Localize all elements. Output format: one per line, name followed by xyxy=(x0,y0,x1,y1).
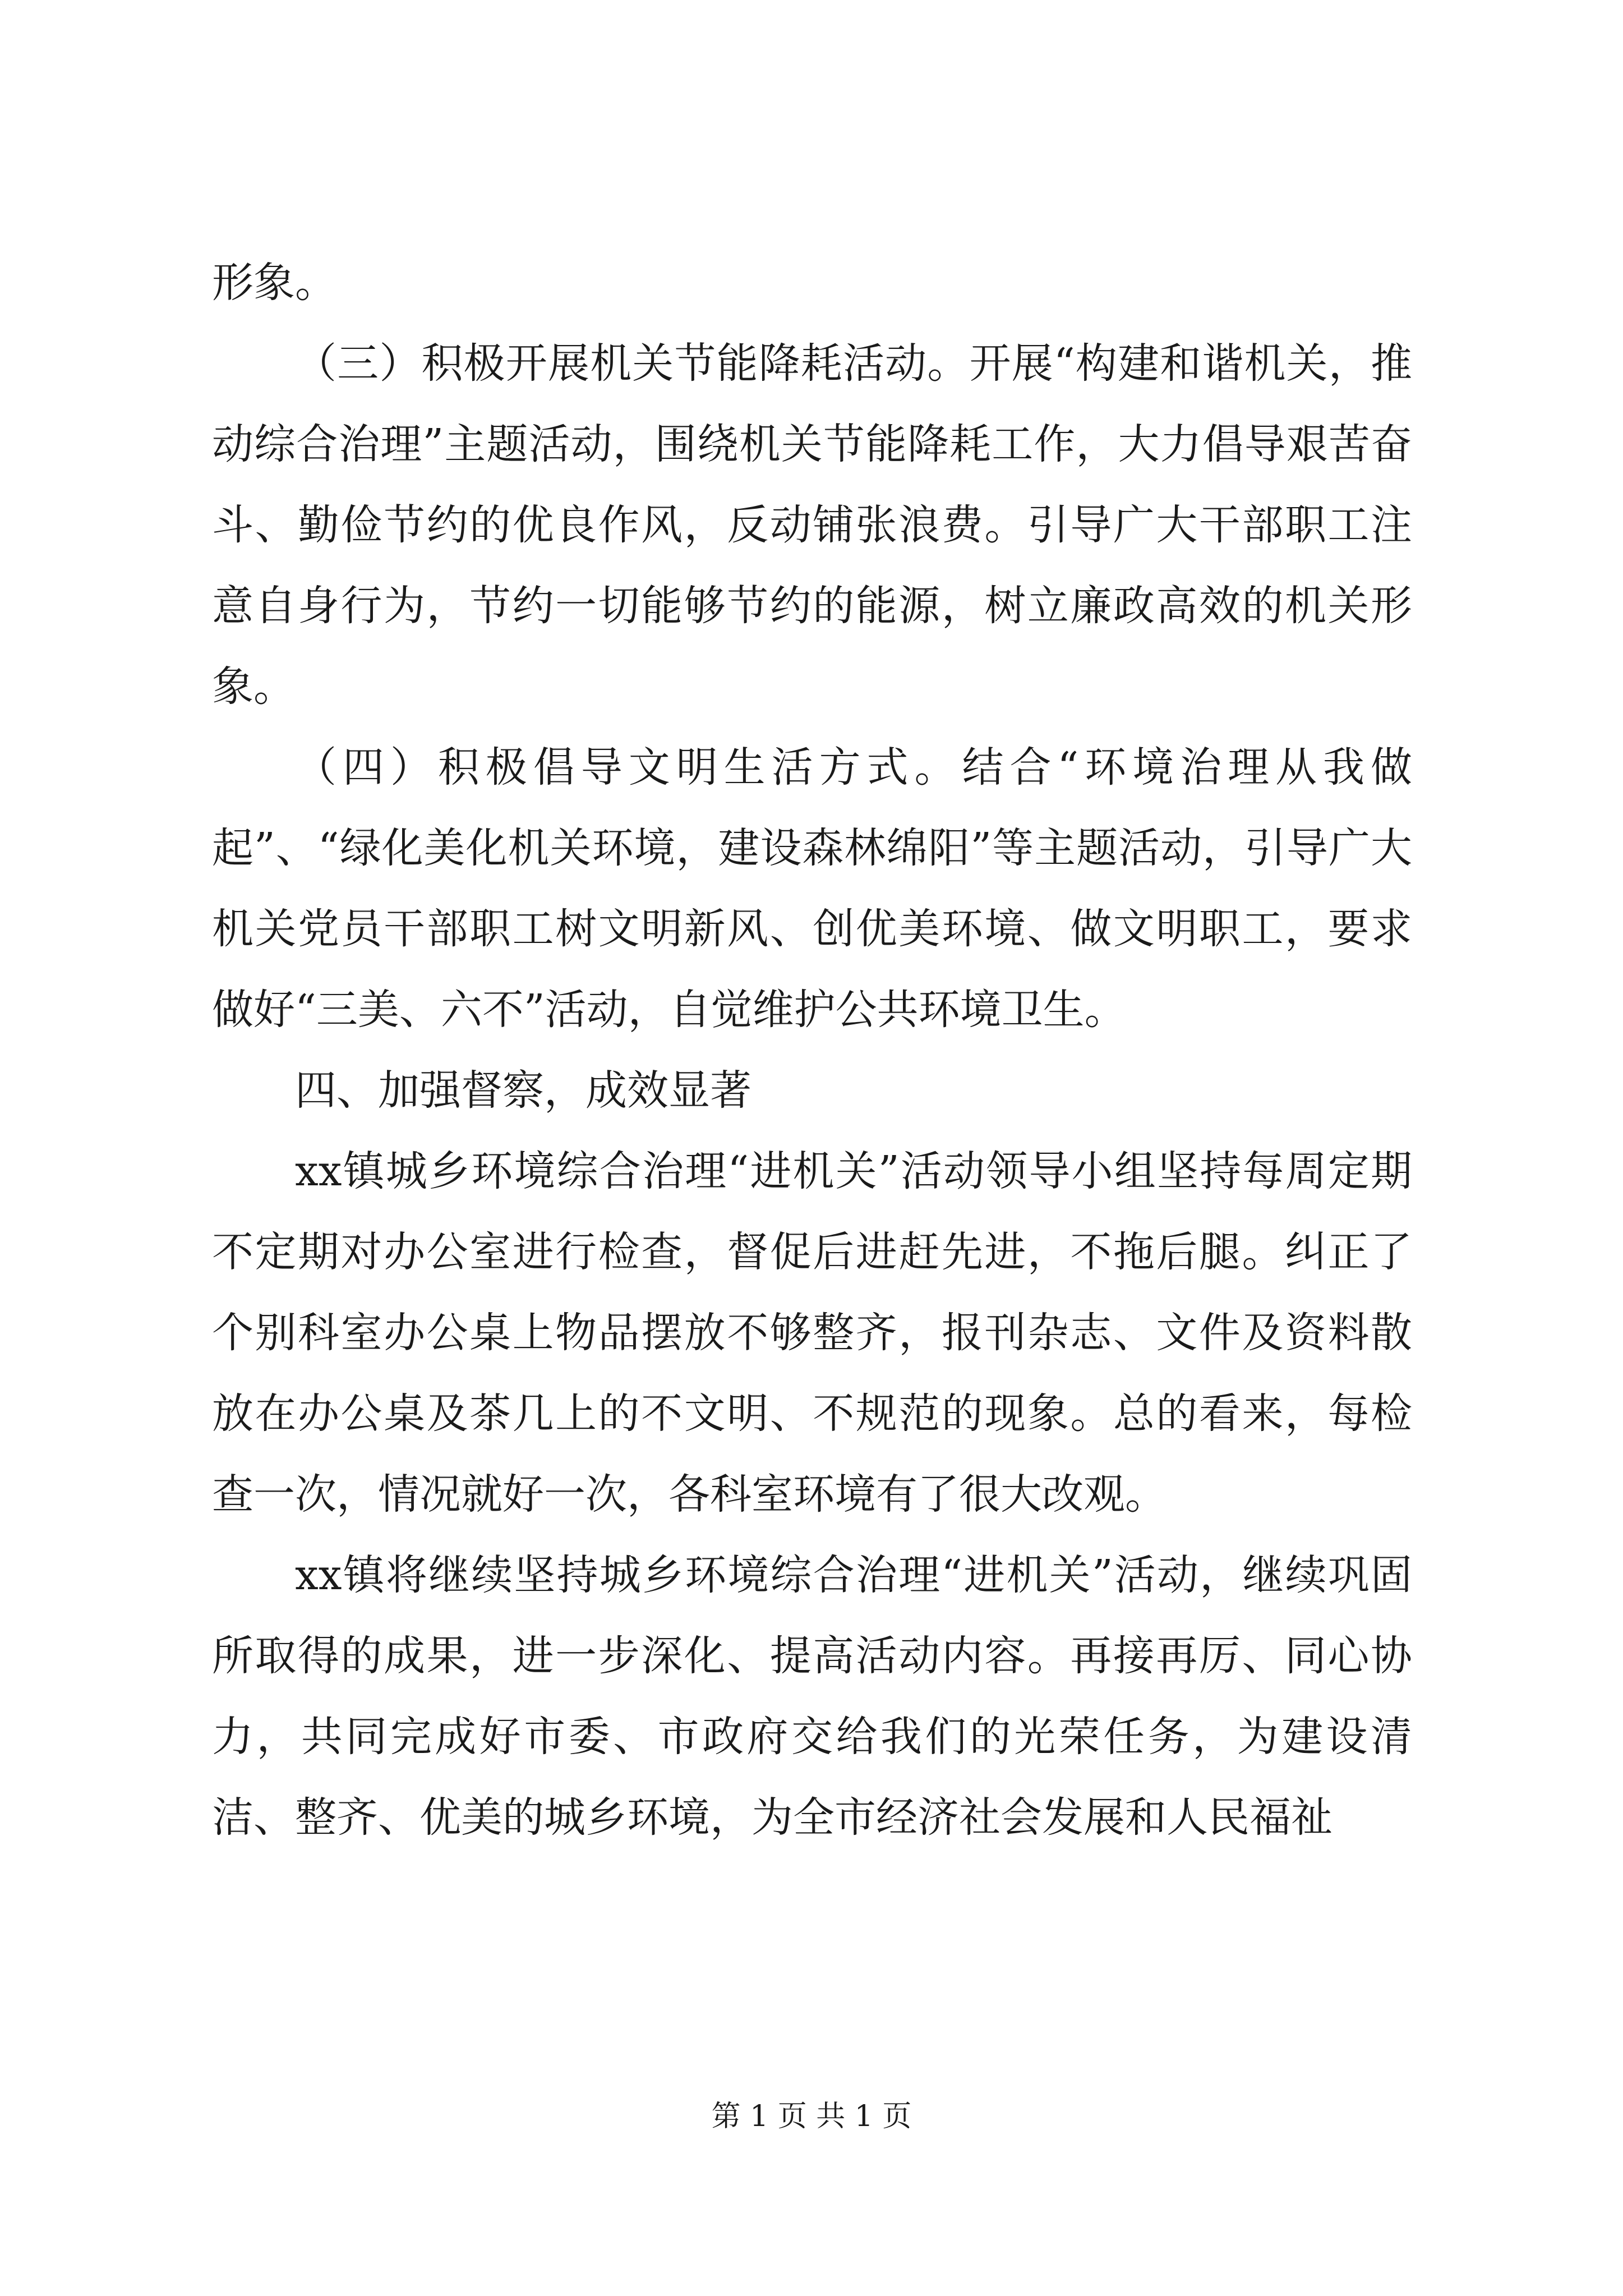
paragraph-civilized-lifestyle: （四）积极倡导文明生活方式。结合“环境治理从我做起”、“绿化美化机关环境，建设森林绵阳”等主题活动，引导广大机关党员干部职工树文明新风、创优美环境、做文明职工，要求做好“三美、六不”活动，自觉维护公共环境卫生。 xyxy=(212,743,1412,1034)
paragraph-inspection: xx镇城乡环境综合治理“进机关”活动领导小组坚持每周定期不定期对办公室进行检查，督促后进赶先进，不拖后腿。纠正了个别科室办公桌上物品摆放不够整齐，报刊杂志、文件及资料散放在办公桌及茶几上的不文明、不规范的现象。总的看来，每检查一次，情况就好一次，各科室环境有了很大改观。 xyxy=(212,1147,1412,1519)
document-body xyxy=(212,242,1412,1858)
section-heading-supervision: 四、加强督察，成效显著 xyxy=(295,1066,751,1115)
paragraph-energy-saving: （三）积极开展机关节能降耗活动。开展“构建和谐机关，推动综合治理”主题活动，围绕机关节能降耗工作，大力倡导艰苦奋斗、勤俭节约的优良作风，反动铺张浪费。引导广大干部职工注意自身行为，节约一切能够节约的能源，树立廉政高效的机关形象。 xyxy=(212,339,1412,711)
page-footer: 第 1 页 共 1 页 xyxy=(711,2100,912,2133)
paragraph-continuation: 形象。 xyxy=(212,259,336,307)
paragraph-conclusion: xx镇将继续坚持城乡环境综合治理“进机关”活动，继续巩固所取得的成果，进一步深化、提高活动内容。再接再厉、同心协力，共同完成好市委、市政府交给我们的光荣任务，为建设清洁、整齐、优美的城乡环境，为全市经济社会发展和人民福祉 xyxy=(212,1551,1412,1842)
